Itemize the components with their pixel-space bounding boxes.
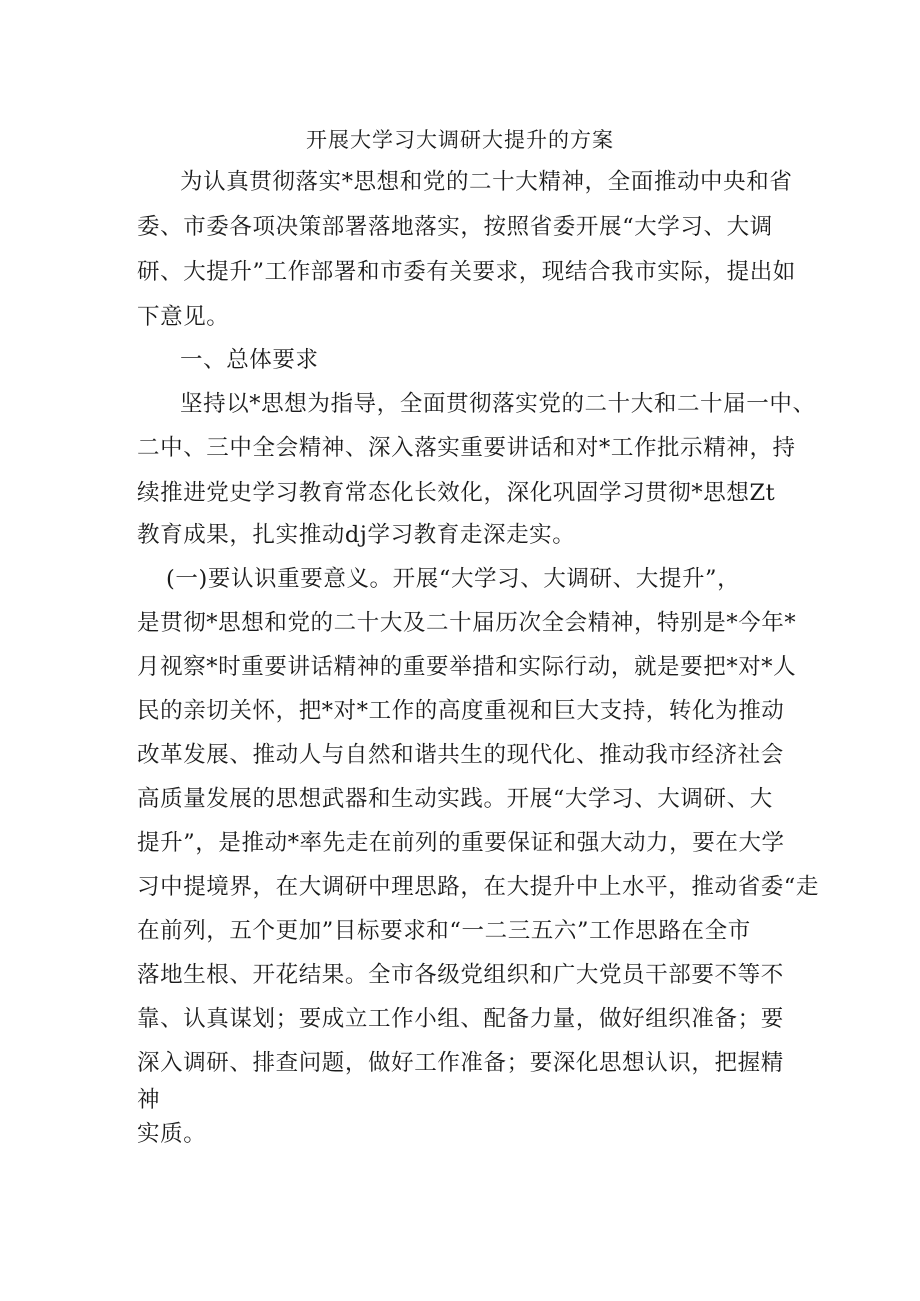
paragraph-line: 神 bbox=[137, 1087, 161, 1113]
paragraph-line: 民的亲切关怀，把*对*工作的高度重视和巨大支持，转化为推动 bbox=[137, 698, 785, 724]
paragraph-line: 下意见。 bbox=[137, 304, 230, 330]
paragraph-line: 靠、认真谋划；要成立工作小组、配备力量，做好组织准备；要 bbox=[137, 1006, 784, 1032]
paragraph-line: 深入调研、排查问题，做好工作准备；要深化思想认识，把握精 bbox=[137, 1050, 784, 1076]
paragraph-line: 二中、三中全会精神、深入落实重要讲话和对*工作批示精神，持 bbox=[137, 435, 796, 461]
paragraph-line: 改革发展、推动人与自然和谐共生的现代化、推动我市经济社会 bbox=[137, 742, 784, 768]
subsection-line: (一)要认识重要意义。开展“大学习、大调研、大提升”， bbox=[166, 566, 741, 592]
paragraph-line: 续推进党史学习教育常态化长效化，深化巩固学习贯彻*思想Zt bbox=[137, 480, 776, 506]
paragraph-line: 在前列，五个更加”目标要求和“一二三五六”工作思路在全市 bbox=[137, 918, 751, 944]
paragraph-line: 为认真贯彻落实*思想和党的二十大精神，全面推动中央和省 bbox=[180, 169, 793, 195]
paragraph-line: 习中提境界，在大调研中理思路，在大提升中上水平，推动省委“走 bbox=[137, 874, 820, 900]
paragraph-line: 提升”，是推动*率先走在前列的重要保证和强大动力，要在大学 bbox=[137, 830, 785, 856]
paragraph-line: 教育成果，扎实推动dj学习教育走深走实。 bbox=[137, 522, 576, 548]
paragraph-line: 高质量发展的思想武器和生动实践。开展“大学习、大调研、大 bbox=[137, 786, 773, 812]
paragraph-line: 落地生根、开花结果。全市各级党组织和广大党员干部要不等不 bbox=[137, 962, 784, 988]
paragraph-line: 是贯彻*思想和党的二十大及二十届历次全会精神，特别是*今年* bbox=[137, 610, 797, 636]
paragraph-line: 研、大提升”工作部署和市委有关要求，现结合我市实际，提出如 bbox=[137, 259, 796, 285]
paragraph-line: 委、市委各项决策部署落地落实，按照省委开展“大学习、大调 bbox=[137, 214, 773, 240]
paragraph-line: 实质。 bbox=[137, 1121, 207, 1147]
section-heading: 一、总体要求 bbox=[180, 347, 319, 373]
document-title: 开展大学习大调研大提升的方案 bbox=[306, 128, 614, 152]
paragraph-line: 月视察*时重要讲话精神的重要举措和实际行动，就是要把*对*人 bbox=[137, 654, 797, 680]
paragraph-line: 坚持以*思想为指导，全面贯彻落实党的二十大和二十届一中、 bbox=[180, 391, 816, 417]
